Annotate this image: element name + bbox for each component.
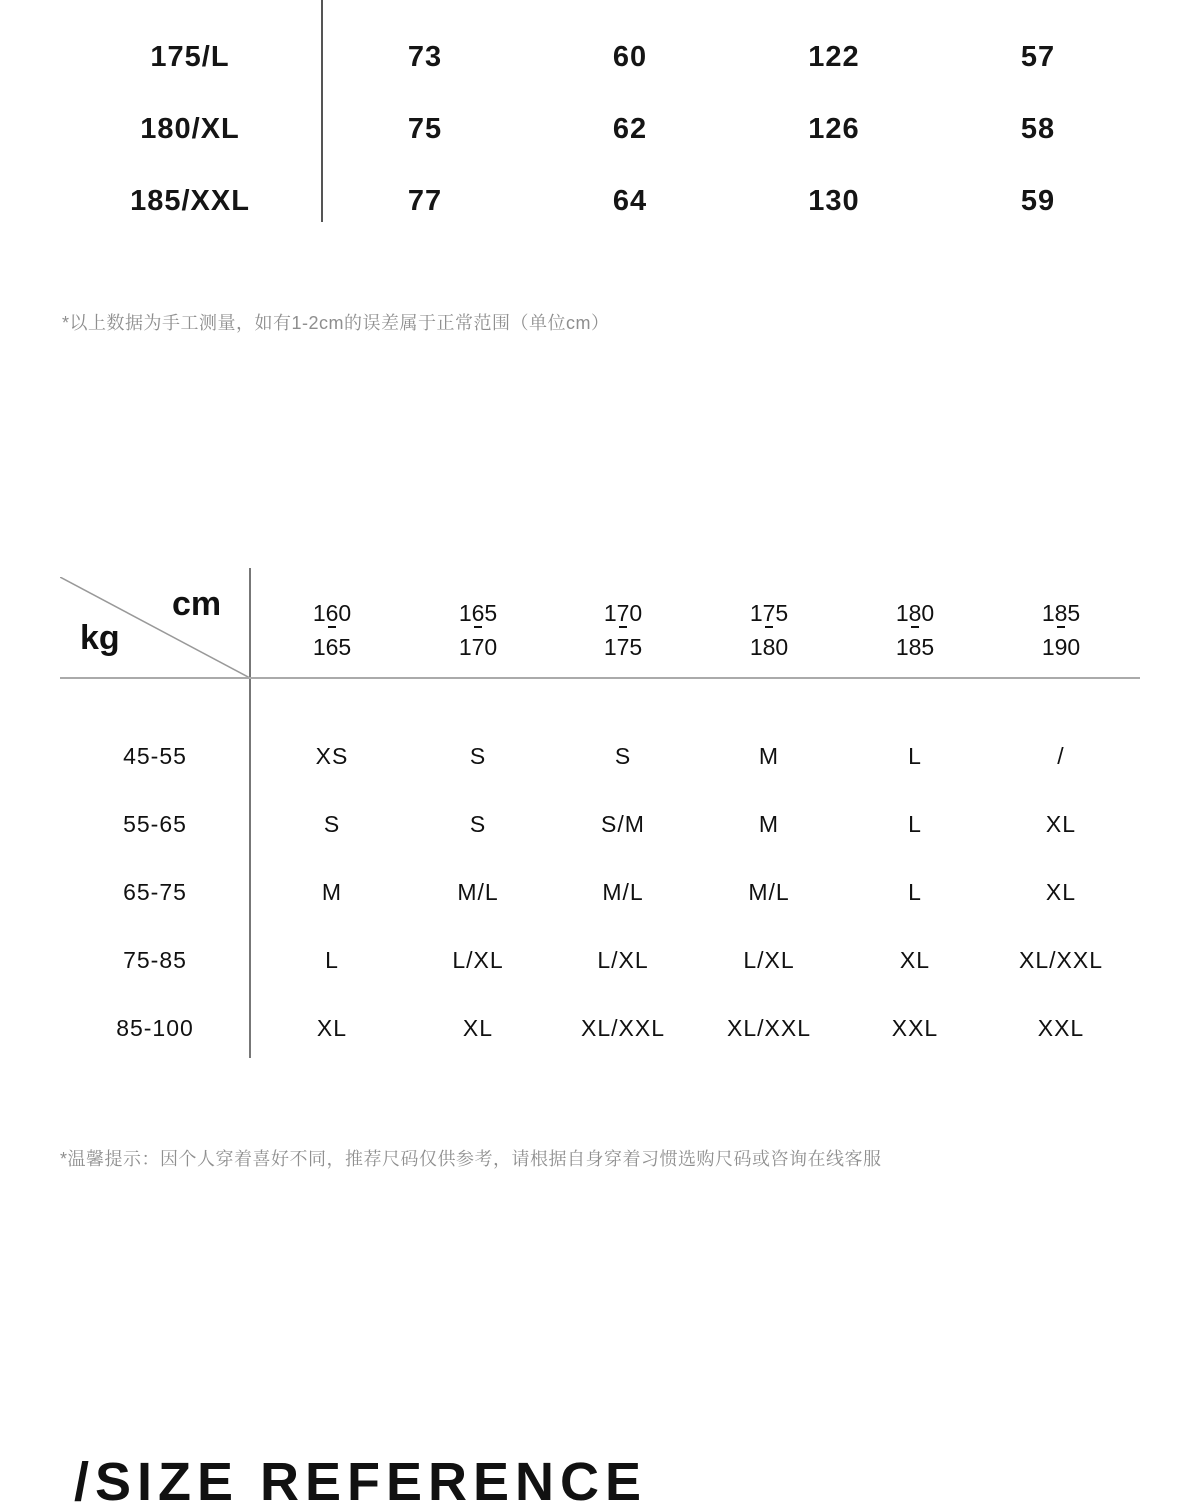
size-cell: M <box>321 879 343 905</box>
height-column-header <box>277 596 387 664</box>
height-range-end: 165 <box>312 634 352 660</box>
measure-value: 130 <box>808 185 860 217</box>
size-cell: L <box>908 879 922 905</box>
table-row <box>0 804 1200 844</box>
weight-range-label: 65-75 <box>123 879 187 905</box>
height-column-header <box>423 596 533 664</box>
height-range-end: 175 <box>603 634 643 660</box>
table-row <box>0 181 1200 221</box>
size-cell: XL/XXL <box>581 1015 665 1041</box>
size-cell: S <box>469 811 487 837</box>
size-cell: XL <box>899 947 931 973</box>
size-cell: XL <box>1045 811 1077 837</box>
size-cell: XS <box>315 743 349 769</box>
size-cell: S/M <box>601 811 645 837</box>
size-cell: M/L <box>457 879 499 905</box>
height-column-header <box>568 596 678 664</box>
size-cell: M/L <box>602 879 644 905</box>
measure-value: 122 <box>808 41 860 73</box>
size-label: 175/L <box>150 41 230 73</box>
height-range-start: 185 <box>1041 600 1081 626</box>
weight-range-label: 85-100 <box>116 1015 194 1041</box>
measure-value: 60 <box>612 41 648 73</box>
size-cell: / <box>1057 743 1065 769</box>
size-cell: L <box>908 811 922 837</box>
height-range-start: 160 <box>312 600 352 626</box>
height-column-header <box>1006 596 1116 664</box>
height-range-start: 175 <box>749 600 789 626</box>
height-column-header <box>860 596 970 664</box>
size-cell: M <box>758 811 780 837</box>
size-cell: S <box>469 743 487 769</box>
measure-value: 58 <box>1020 113 1056 145</box>
size-cell: S <box>323 811 341 837</box>
size-cell: L <box>908 743 922 769</box>
measurement-table <box>0 0 1200 222</box>
table-row <box>0 37 1200 77</box>
table-row <box>0 109 1200 149</box>
weight-range-label: 55-65 <box>123 811 187 837</box>
table-row <box>0 736 1200 776</box>
size-reference-heading: /SIZE REFERENCE <box>74 1452 648 1512</box>
size-cell: M <box>758 743 780 769</box>
height-range-start: 165 <box>458 600 498 626</box>
measure-value: 59 <box>1020 185 1056 217</box>
corner-kg-label: kg <box>80 619 120 657</box>
height-column-header <box>714 596 824 664</box>
size-cell: XL <box>1045 879 1077 905</box>
measure-value: 57 <box>1020 41 1056 73</box>
size-recommendation-table <box>0 568 1200 1058</box>
measurement-note: *以上数据为手工测量，如有1-2cm的误差属于正常范围（单位cm） <box>62 313 610 333</box>
size-cell: XL/XXL <box>727 1015 811 1041</box>
height-range-end: 180 <box>749 634 789 660</box>
table-row <box>0 872 1200 912</box>
measure-value: 75 <box>407 113 443 145</box>
height-range-end: 185 <box>895 634 935 660</box>
measure-value: 62 <box>612 113 648 145</box>
weight-range-label: 45-55 <box>123 743 187 769</box>
size-cell: XL <box>462 1015 494 1041</box>
size-cell: L/XL <box>452 947 504 973</box>
size-tip-note: *温馨提示：因个人穿着喜好不同，推荐尺码仅供参考，请根据自身穿着习惯选购尺码或咨询在线客服 <box>60 1149 882 1169</box>
size-cell: M/L <box>748 879 790 905</box>
recommendation-table-header-divider <box>60 677 1140 679</box>
size-cell: L/XL <box>743 947 795 973</box>
size-cell: XL <box>316 1015 348 1041</box>
measure-value: 73 <box>407 41 443 73</box>
measure-value: 64 <box>612 185 648 217</box>
size-label: 180/XL <box>140 113 240 145</box>
weight-range-label: 75-85 <box>123 947 187 973</box>
height-range-end: 190 <box>1041 634 1081 660</box>
size-label: 185/XXL <box>130 185 250 217</box>
height-range-start: 180 <box>895 600 935 626</box>
size-cell: XXL <box>891 1015 939 1041</box>
size-cell: XXL <box>1037 1015 1085 1041</box>
table-row <box>0 1008 1200 1048</box>
height-range-start: 170 <box>603 600 643 626</box>
size-cell: S <box>614 743 632 769</box>
measure-value: 77 <box>407 185 443 217</box>
height-range-end: 170 <box>458 634 498 660</box>
table-row <box>0 940 1200 980</box>
measure-value: 126 <box>808 113 860 145</box>
corner-cm-label: cm <box>172 585 222 623</box>
size-cell: L/XL <box>597 947 649 973</box>
size-cell: XL/XXL <box>1019 947 1103 973</box>
size-cell: L <box>325 947 339 973</box>
